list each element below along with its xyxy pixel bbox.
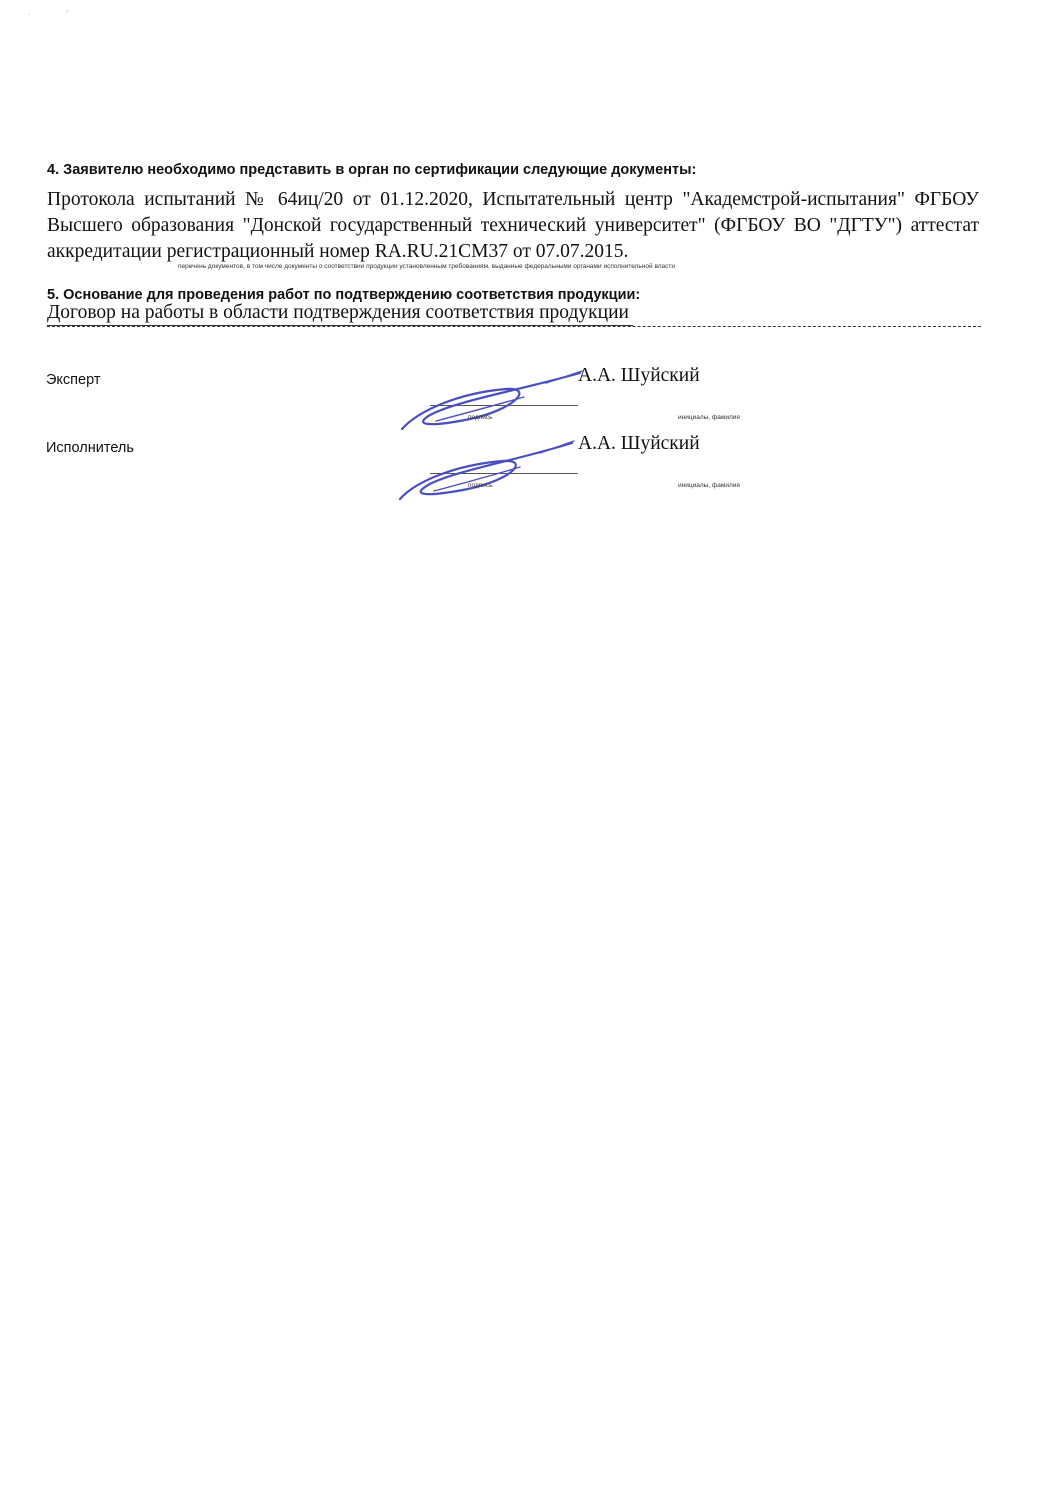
- section-5-text: Договор на работы в области подтверждения соответствия продукции: [47, 301, 633, 326]
- handwritten-signature: [396, 367, 606, 433]
- signature-caption: подпись: [468, 414, 493, 421]
- handwritten-signature: [396, 435, 606, 501]
- section-4-caption: перечень документов, в том числе документы о соответствии продукции установленным требованиям, выданные федеральными органами исполнительной власти: [178, 263, 676, 270]
- signature-caption: подпись: [468, 482, 493, 489]
- signer-name: А.А. Шуйский: [578, 365, 700, 386]
- section-5-heading: 5. Основание для проведения работ по подтверждению соответствия продукции:: [47, 287, 641, 303]
- section-4-heading: 4. Заявителю необходимо представить в орган по сертификации следующие документы:: [47, 162, 697, 178]
- name-caption: инициалы, фамилия: [678, 414, 740, 421]
- signature-row-expert: [0, 365, 1060, 425]
- scan-speck: ˊ: [64, 10, 69, 21]
- name-caption: инициалы, фамилия: [678, 482, 740, 489]
- scan-speck: ·: [27, 10, 31, 21]
- signer-name: А.А. Шуйский: [578, 433, 700, 454]
- signature-row-executor: [0, 433, 1060, 493]
- role-label: Эксперт: [46, 372, 101, 388]
- section-5-field: [47, 300, 981, 327]
- role-label: Исполнитель: [46, 440, 134, 456]
- section-4-text: Протокола испытаний № 64иц/20 от 01.12.2020, Испытательный центр "Академстрой-испытания" ФГБОУ Высшего образования "Донской государственный технический университет" (ФГБОУ ВО "ДГТУ") аттестат аккредитации регистрационный номер RA.RU.21СМ37 от 07.07.2015.: [47, 189, 979, 262]
